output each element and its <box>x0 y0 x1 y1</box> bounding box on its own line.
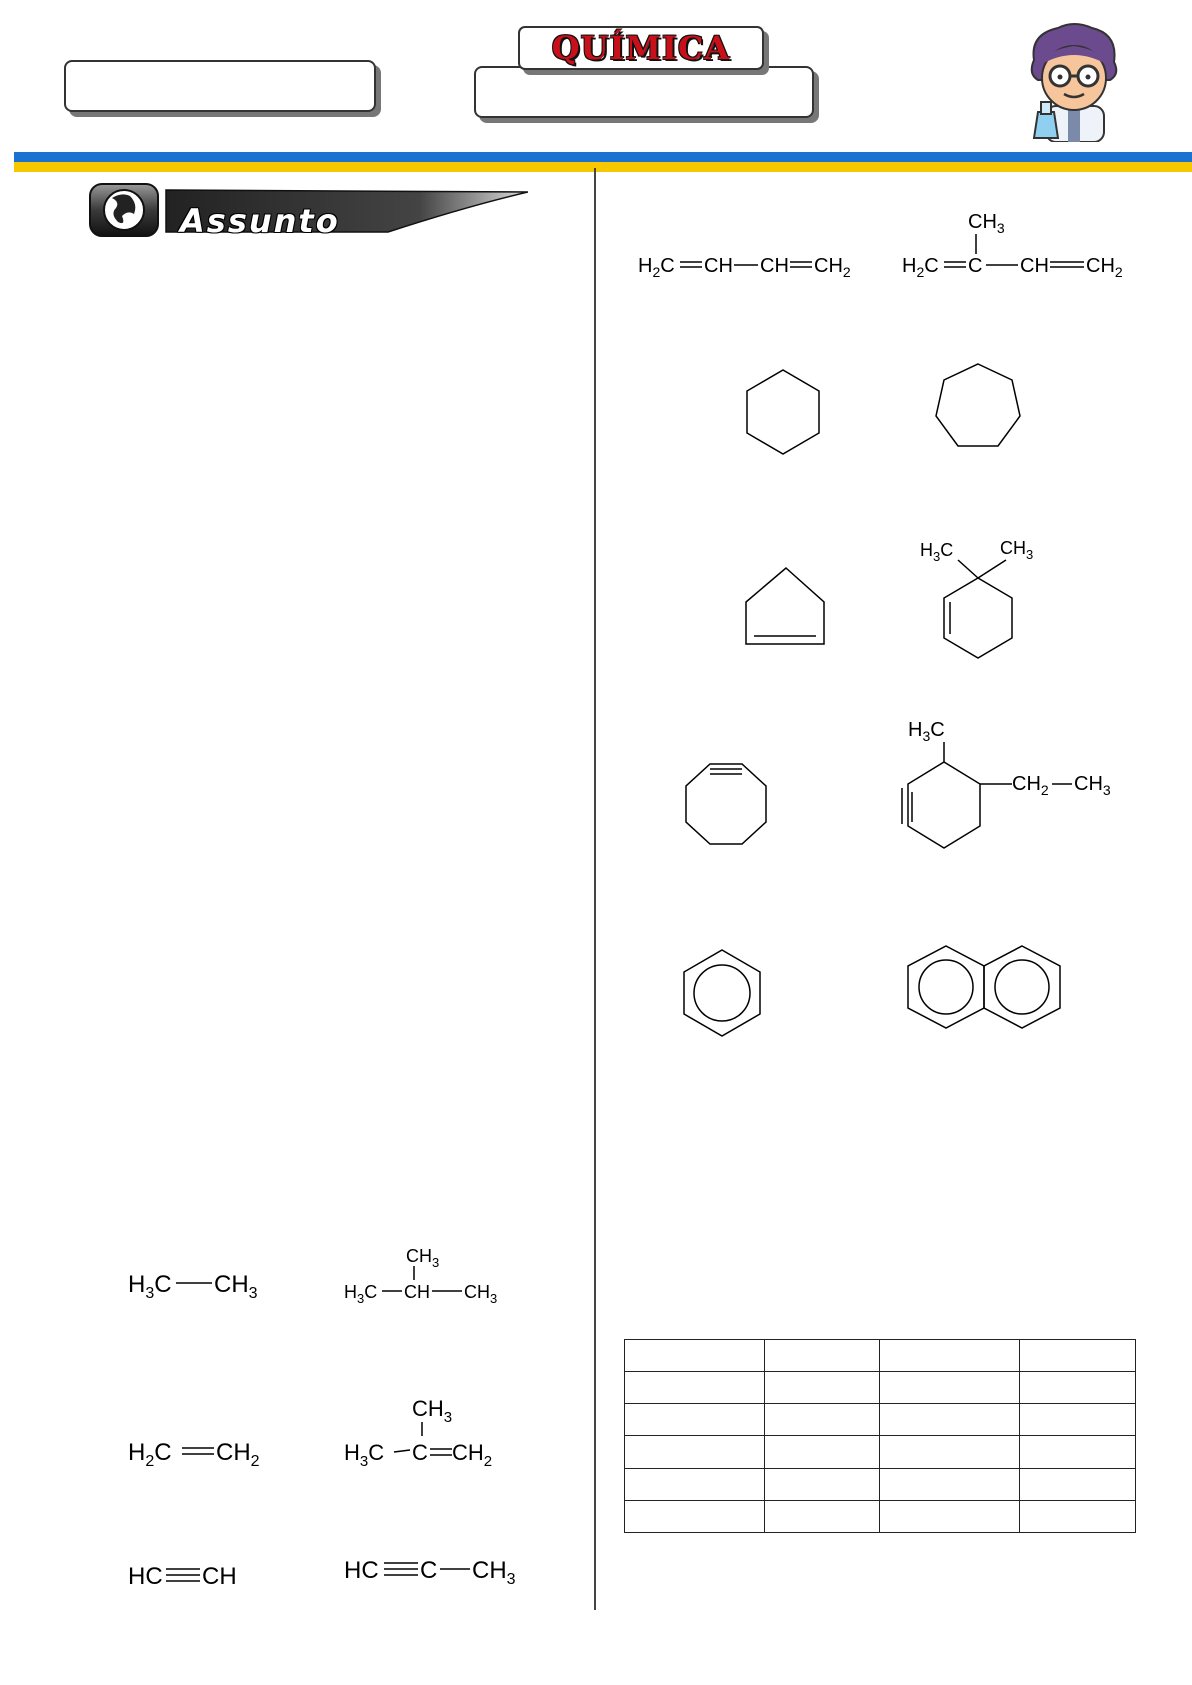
svg-text:H3C: $H_3C$ <box>344 1282 378 1306</box>
scientist-avatar-icon <box>1024 20 1124 142</box>
table-cell <box>764 1436 880 1468</box>
svg-text:C: C <box>968 255 983 277</box>
formula-ethane <box>124 1262 284 1302</box>
svg-text:CH3: $CH_3$ <box>412 1396 453 1426</box>
table-cell <box>880 1436 1020 1468</box>
table-cell <box>880 1500 1020 1532</box>
table-cell <box>764 1340 880 1372</box>
table-cell <box>880 1404 1020 1436</box>
table-cell <box>764 1372 880 1404</box>
formula-butadiene <box>636 248 876 288</box>
table-row <box>625 1340 1136 1372</box>
table-cell <box>625 1436 765 1468</box>
formula-ethyne <box>124 1554 284 1594</box>
svg-text:CH3: $CH_3$ <box>1000 538 1034 562</box>
benzene-structure <box>678 944 766 1042</box>
formula-isobutene <box>342 1392 522 1472</box>
naphthalene-structure <box>904 940 1070 1036</box>
svg-text:CH2: $CH_2$ <box>216 1439 260 1470</box>
class-field-box <box>474 66 814 118</box>
methyl-ethyl-cyclohexyne-structure <box>896 712 1122 858</box>
svg-text:CH: CH <box>202 1563 237 1590</box>
svg-text:H2C: $H_2C$ <box>638 255 675 280</box>
svg-text:CH3: $CH_3$ <box>1074 773 1111 798</box>
dimethylcyclohexene-structure <box>916 532 1056 662</box>
table-cell <box>880 1468 1020 1500</box>
table-cell <box>764 1500 880 1532</box>
table-cell <box>1020 1500 1136 1532</box>
table-cell <box>1020 1372 1136 1404</box>
svg-text:CH3: $CH_3$ <box>472 1557 516 1588</box>
header-stripe-yellow <box>14 162 1192 172</box>
svg-text:CH3: $CH_3$ <box>214 1271 258 1302</box>
cyclooctyne-structure <box>680 756 772 852</box>
table-cell <box>1020 1340 1136 1372</box>
svg-text:CH2: $CH_2$ <box>1086 255 1123 280</box>
table-cell <box>625 1404 765 1436</box>
table-cell <box>625 1500 765 1532</box>
table-cell <box>1020 1404 1136 1436</box>
table-row <box>625 1404 1136 1436</box>
table-row <box>625 1372 1136 1404</box>
table-cell <box>880 1372 1020 1404</box>
svg-text:CH: CH <box>704 255 733 277</box>
svg-text:H2C: $H_2C$ <box>128 1439 172 1470</box>
svg-text:H3C: $H_3C$ <box>920 540 954 564</box>
globe-icon <box>104 190 144 230</box>
formula-ethene <box>124 1430 284 1470</box>
svg-text:C: C <box>420 1557 438 1584</box>
table-cell <box>625 1468 765 1500</box>
svg-text:CH: CH <box>1020 255 1049 277</box>
svg-text:HC: HC <box>344 1557 379 1584</box>
svg-text:H3C: $H_3C$ <box>128 1271 172 1302</box>
table-cell <box>1020 1436 1136 1468</box>
svg-text:H3C: $H_3C$ <box>908 719 945 744</box>
table-cell <box>625 1340 765 1372</box>
svg-text:CH3: $CH_3$ <box>968 211 1005 236</box>
table-cell <box>625 1372 765 1404</box>
column-divider <box>594 168 596 1610</box>
section-label: Assunto <box>180 202 340 240</box>
classification-table <box>624 1339 1136 1533</box>
formula-propyne <box>342 1548 532 1588</box>
svg-text:CH2: $CH_2$ <box>1012 773 1049 798</box>
table-cell <box>1020 1468 1136 1500</box>
table-cell <box>880 1340 1020 1372</box>
table-cell <box>764 1404 880 1436</box>
name-field-box <box>64 60 376 112</box>
svg-text:CH2: $CH_2$ <box>814 255 851 280</box>
table-cell <box>764 1468 880 1500</box>
cyclohexane-structure <box>740 364 830 468</box>
header-stripe-blue <box>14 152 1192 162</box>
svg-text:H2C: $H_2C$ <box>902 255 939 280</box>
formula-isobutane <box>342 1238 522 1308</box>
table-row <box>625 1436 1136 1468</box>
page-title: QUÍMICA <box>551 29 731 67</box>
cyclopentene-structure <box>740 562 830 648</box>
svg-text:CH3: $CH_3$ <box>464 1282 498 1306</box>
subject-title-box <box>518 26 764 70</box>
svg-text:CH2: $CH_2$ <box>452 1440 493 1470</box>
svg-text:HC: HC <box>128 1563 163 1590</box>
table-row <box>625 1500 1136 1532</box>
svg-text:H3C: $H_3C$ <box>344 1440 385 1470</box>
cycloheptane-structure <box>926 358 1030 466</box>
svg-text:CH: CH <box>760 255 789 277</box>
svg-text:CH3: $CH_3$ <box>406 1246 440 1270</box>
svg-text:CH: CH <box>404 1282 430 1302</box>
table-row <box>625 1468 1136 1500</box>
svg-text:C: C <box>412 1440 428 1465</box>
formula-isoprene <box>900 206 1140 288</box>
